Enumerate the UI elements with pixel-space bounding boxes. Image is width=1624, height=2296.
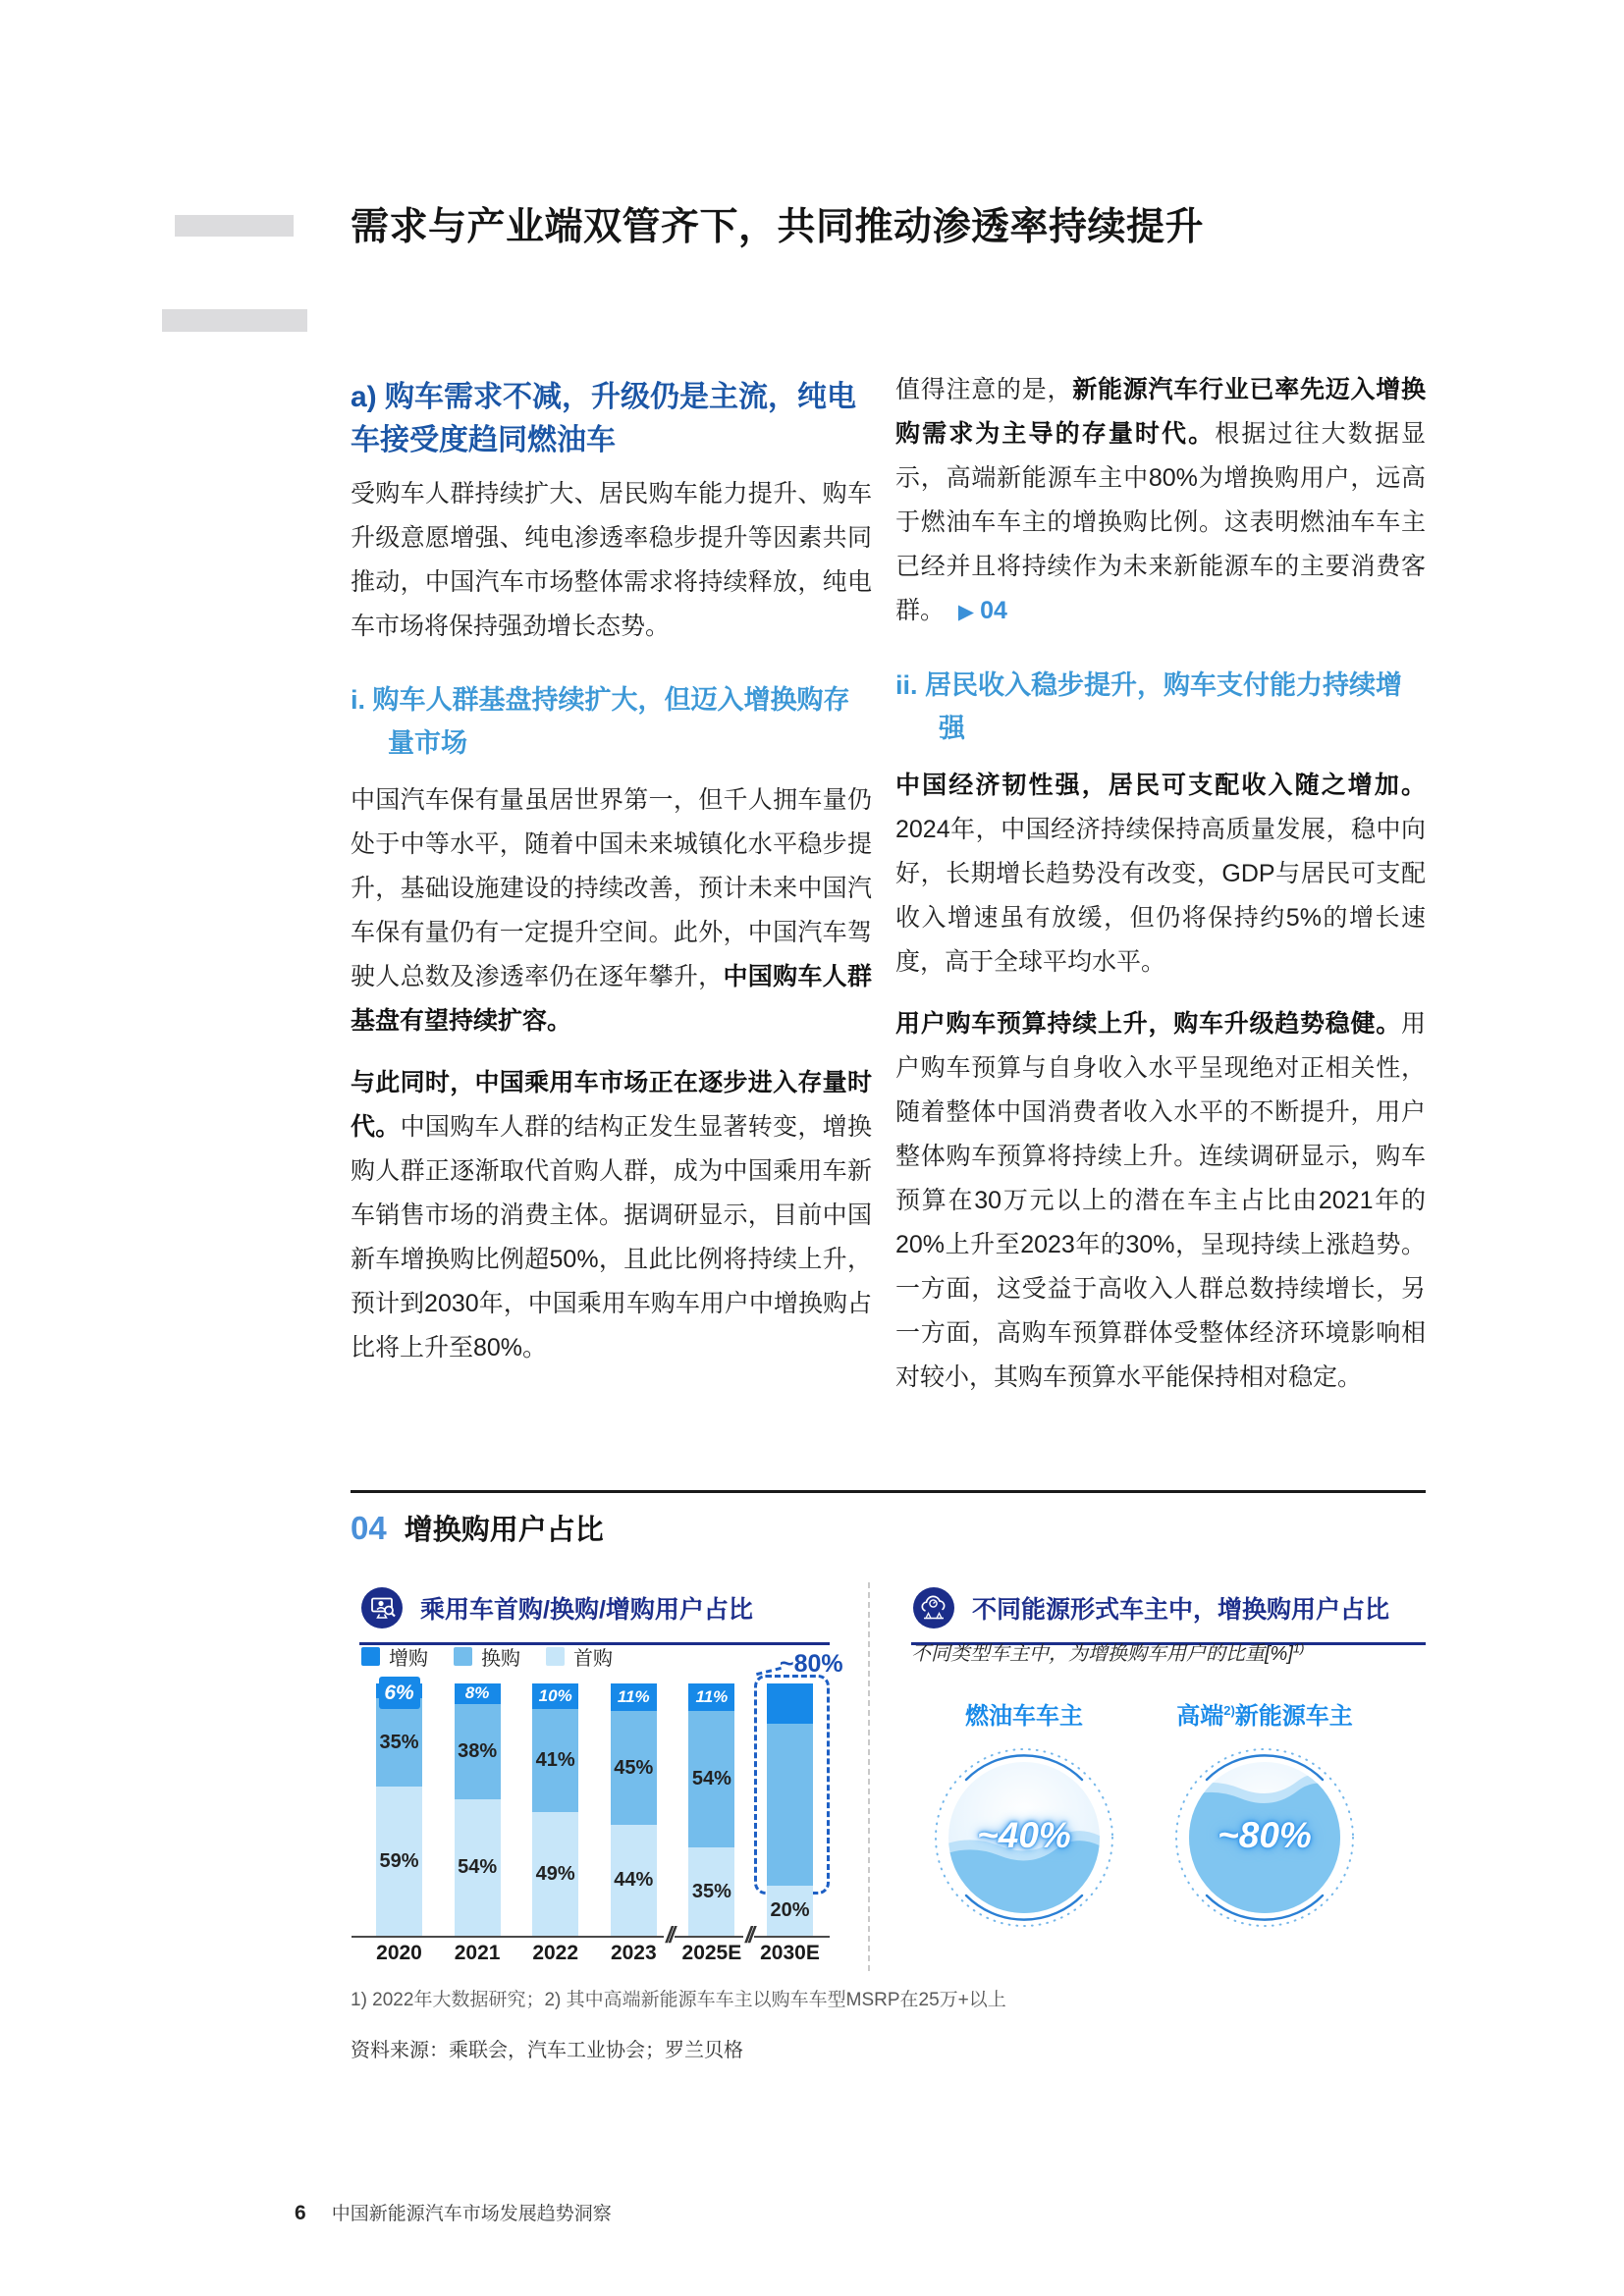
segment-首购	[767, 1886, 813, 1936]
figure-number: 04	[351, 1510, 387, 1546]
segment-换购	[455, 1704, 501, 1800]
target-80-label: ~80%	[780, 1650, 843, 1678]
segment-首购	[455, 1799, 501, 1936]
bar-2020	[376, 1683, 422, 1936]
section-i-heading: i. 购车人群基盘持续扩大，但迈入增换购存量市场	[351, 685, 850, 758]
fuel-owner-gauge	[931, 1744, 1117, 1931]
x-axis-label: 2023	[610, 1942, 657, 1964]
section-ii-heading: ii. 居民收入稳步提升，购车支付能力持续增强	[895, 670, 1403, 743]
page-title: 需求与产业端双管齐下，共同推动渗透率持续提升	[351, 206, 1205, 248]
segment-换购	[376, 1698, 422, 1787]
legend-item-换购	[454, 1642, 520, 1671]
x-axis-label: 2020	[376, 1942, 422, 1964]
page-footer	[295, 2199, 612, 2225]
x-axis-line	[352, 1936, 830, 1938]
right-paragraph-1	[895, 368, 1426, 634]
segment-label: 11%	[695, 1687, 729, 1707]
body-text-bold: 新能源汽车行业已率先迈入增换购需求为主导的存量时代。	[895, 376, 1426, 448]
figure-04-reference-label: 04	[980, 597, 1007, 624]
body-text: 值得注意的是，	[895, 376, 1073, 403]
section-i-paragraph-1	[351, 778, 872, 1043]
legend-label: 首购	[573, 1648, 613, 1670]
figure-top-rule	[351, 1490, 1426, 1493]
segment-增购	[611, 1683, 657, 1711]
segment-label: 8%	[464, 1683, 490, 1703]
fuel-owner-gauge-value: ~40%	[977, 1814, 1071, 1855]
x-axis-label: 2030E	[760, 1942, 820, 1964]
segment-增购	[455, 1683, 501, 1704]
segment-增购	[688, 1683, 734, 1711]
segment-增购	[376, 1682, 422, 1704]
premium-nev-owner-label	[1117, 1696, 1412, 1731]
figure-source: 资料来源：乘联会，汽车工业协会；罗兰贝格	[351, 2040, 743, 2061]
label-text: 新能源车主	[1234, 1703, 1353, 1730]
segment-换购	[767, 1724, 813, 1885]
segment-label: 44%	[614, 1868, 654, 1891]
body-text: 根据过往大数据显示，高端新能源车主中80%为增换购用户，远高于燃油车车主的增换购比例。这表明燃油车车主已经并且将持续作为未来新能源车的主要消费客群。	[895, 420, 1426, 624]
body-text: 2024年，中国经济持续保持高质量发展，稳中向好，长期增长趋势没有改变，GDP与居民可支配收入增速虽有放缓，但仍将保持约5%的增长速度，高于全球平均水平。	[895, 816, 1426, 976]
footnote-marker-1: 1)	[1292, 1640, 1305, 1656]
legend-label: 换购	[481, 1648, 520, 1670]
left-column	[351, 376, 872, 1388]
segment-换购	[688, 1711, 734, 1847]
segment-label: 45%	[614, 1756, 654, 1779]
decor-bar-bottom	[162, 309, 307, 332]
footnote-marker-2: 2)	[1223, 1703, 1235, 1718]
section-ii-paragraph-1	[895, 764, 1426, 985]
legend-swatch	[546, 1647, 565, 1666]
segment-首购	[532, 1812, 578, 1936]
label-text: 高端	[1176, 1703, 1224, 1730]
bar-2022	[532, 1683, 578, 1936]
body-text: 中国汽车保有量虽居世界第一，但千人拥车量仍处于中等水平，随着中国未来城镇化水平稳步提升，基础设施建设的持续改善，预计未来中国汽车保有量仍有一定提升空间。此外，中国汽车驾驶人总数及渗透率仍在逐年攀升，	[351, 786, 872, 990]
bar-chart-legend	[361, 1642, 613, 1671]
segment-label: 41%	[535, 1748, 575, 1771]
figure-04-reference-link[interactable]	[958, 597, 1007, 624]
gauge-chart-title: 不同能源形式车主中，增换购用户占比	[972, 1596, 1390, 1624]
segment-首购	[611, 1825, 657, 1936]
bar-2021	[455, 1683, 501, 1936]
subtitle-text: 不同类型车主中，为增换购车用户的比重[%]	[911, 1643, 1293, 1665]
segment-增购	[767, 1683, 813, 1724]
section-a-paragraph: 受购车人群持续扩大、居民购车能力提升、购车升级意愿增强、纯电渗透率稳步提升等因素共同推动，中国汽车市场整体需求将持续释放，纯电车市场将保持强劲增长态势。	[351, 480, 872, 640]
page-number: 6	[295, 2202, 306, 2224]
segment-换购	[532, 1709, 578, 1812]
body-text-bold: 中国经济韧性强，居民可支配收入随之增加。	[895, 772, 1426, 799]
segment-label-tag: 6%	[379, 1677, 420, 1709]
bar-2023	[611, 1683, 657, 1936]
legend-item-首购	[546, 1642, 613, 1671]
segment-label: 35%	[379, 1731, 419, 1753]
gauge-chart-subtitle	[911, 1637, 1304, 1666]
decor-bar-top	[175, 215, 294, 237]
body-text-bold: 用户购车预算持续上升，购车升级趋势稳健。	[895, 1010, 1401, 1038]
segment-label: 38%	[458, 1739, 498, 1762]
bar-2025E	[688, 1683, 734, 1936]
premium-nev-owner-gauge-value: ~80%	[1218, 1814, 1312, 1855]
segment-label: 35%	[691, 1880, 731, 1902]
figure-footnote: 1) 2022年大数据研究；2) 其中高端新能源车车主以购车车型MSRP在25万+以上	[351, 1990, 1006, 2010]
x-axis-label: 2025E	[681, 1942, 742, 1964]
legend-swatch	[361, 1647, 380, 1666]
segment-label: 59%	[379, 1849, 419, 1872]
bar-2030E	[767, 1683, 813, 1936]
segment-label: 49%	[535, 1862, 575, 1885]
segment-label: 54%	[691, 1768, 731, 1790]
triangle-marker-icon: ▶	[957, 601, 975, 623]
legend-swatch	[454, 1647, 472, 1666]
legend-label: 增购	[389, 1648, 428, 1670]
segment-增购	[532, 1683, 578, 1709]
right-column	[895, 368, 1426, 1417]
body-text-bold: 中国购车人群基盘有望持续扩容。	[351, 963, 872, 1035]
segment-换购	[611, 1711, 657, 1825]
body-text: 用户购车预算与自身收入水平呈现绝对正相关性，随着整体中国消费者收入水平的不断提升，用户整体购车预算将持续上升。连续调研显示，购车预算在30万元以上的潜在车主占比由2021年的20%上升至2023年的30%，呈现持续上涨趋势。一方面，这受益于高收入人群总数持续增长，另一方面，高购车预算群体受整体经济环境影响相对较小，其购车预算水平能保持相对稳定。	[895, 1010, 1426, 1391]
section-ii-paragraph-2	[895, 1002, 1426, 1400]
segment-label: 20%	[770, 1898, 810, 1921]
premium-nev-owner-gauge	[1171, 1744, 1358, 1931]
figure-title: 增换购用户占比	[404, 1515, 604, 1546]
document-title: 中国新能源汽车市场发展趋势洞察	[331, 2204, 612, 2224]
gauge-panel-header	[911, 1585, 1426, 1645]
monitor-magnifier-icon	[359, 1585, 405, 1630]
body-text-bold: 与此同时，中国乘用车市场正在逐步进入存量时代。	[351, 1069, 872, 1141]
segment-label: 10%	[538, 1685, 572, 1705]
figure-header	[351, 1508, 604, 1548]
fuel-owner-label: 燃油车车主	[965, 1703, 1083, 1730]
body-text: 中国购车人群的结构正发生显著转变，增换购人群正逐渐取代首购人群，成为中国乘用车新车销售市场的消费主体。据调研显示，目前中国新车增换购比例超50%，且此比例将持续上升，预计到2030年，中国乘用车购车用户中增换购占比将上升至80%。	[351, 1113, 872, 1362]
segment-label: 11%	[617, 1687, 650, 1707]
section-i-paragraph-2	[351, 1061, 872, 1370]
segment-首购	[688, 1847, 734, 1936]
section-a-heading: a) 购车需求不减，升级仍是主流，纯电车接受度趋同燃油车	[351, 381, 857, 456]
bar-chart-panel-header	[359, 1585, 830, 1645]
bar-chart-title: 乘用车首购/换购/增购用户占比	[420, 1596, 753, 1624]
legend-item-增购	[361, 1642, 428, 1671]
x-axis-label: 2022	[532, 1942, 579, 1964]
x-axis-label: 2021	[454, 1942, 501, 1964]
panel-divider	[868, 1582, 870, 1971]
segment-label: 54%	[458, 1856, 498, 1879]
energy-cloud-icon	[911, 1585, 956, 1630]
axis-break-mark: //	[745, 1922, 752, 1948]
segment-首购	[376, 1787, 422, 1936]
axis-break-mark: //	[666, 1922, 673, 1948]
